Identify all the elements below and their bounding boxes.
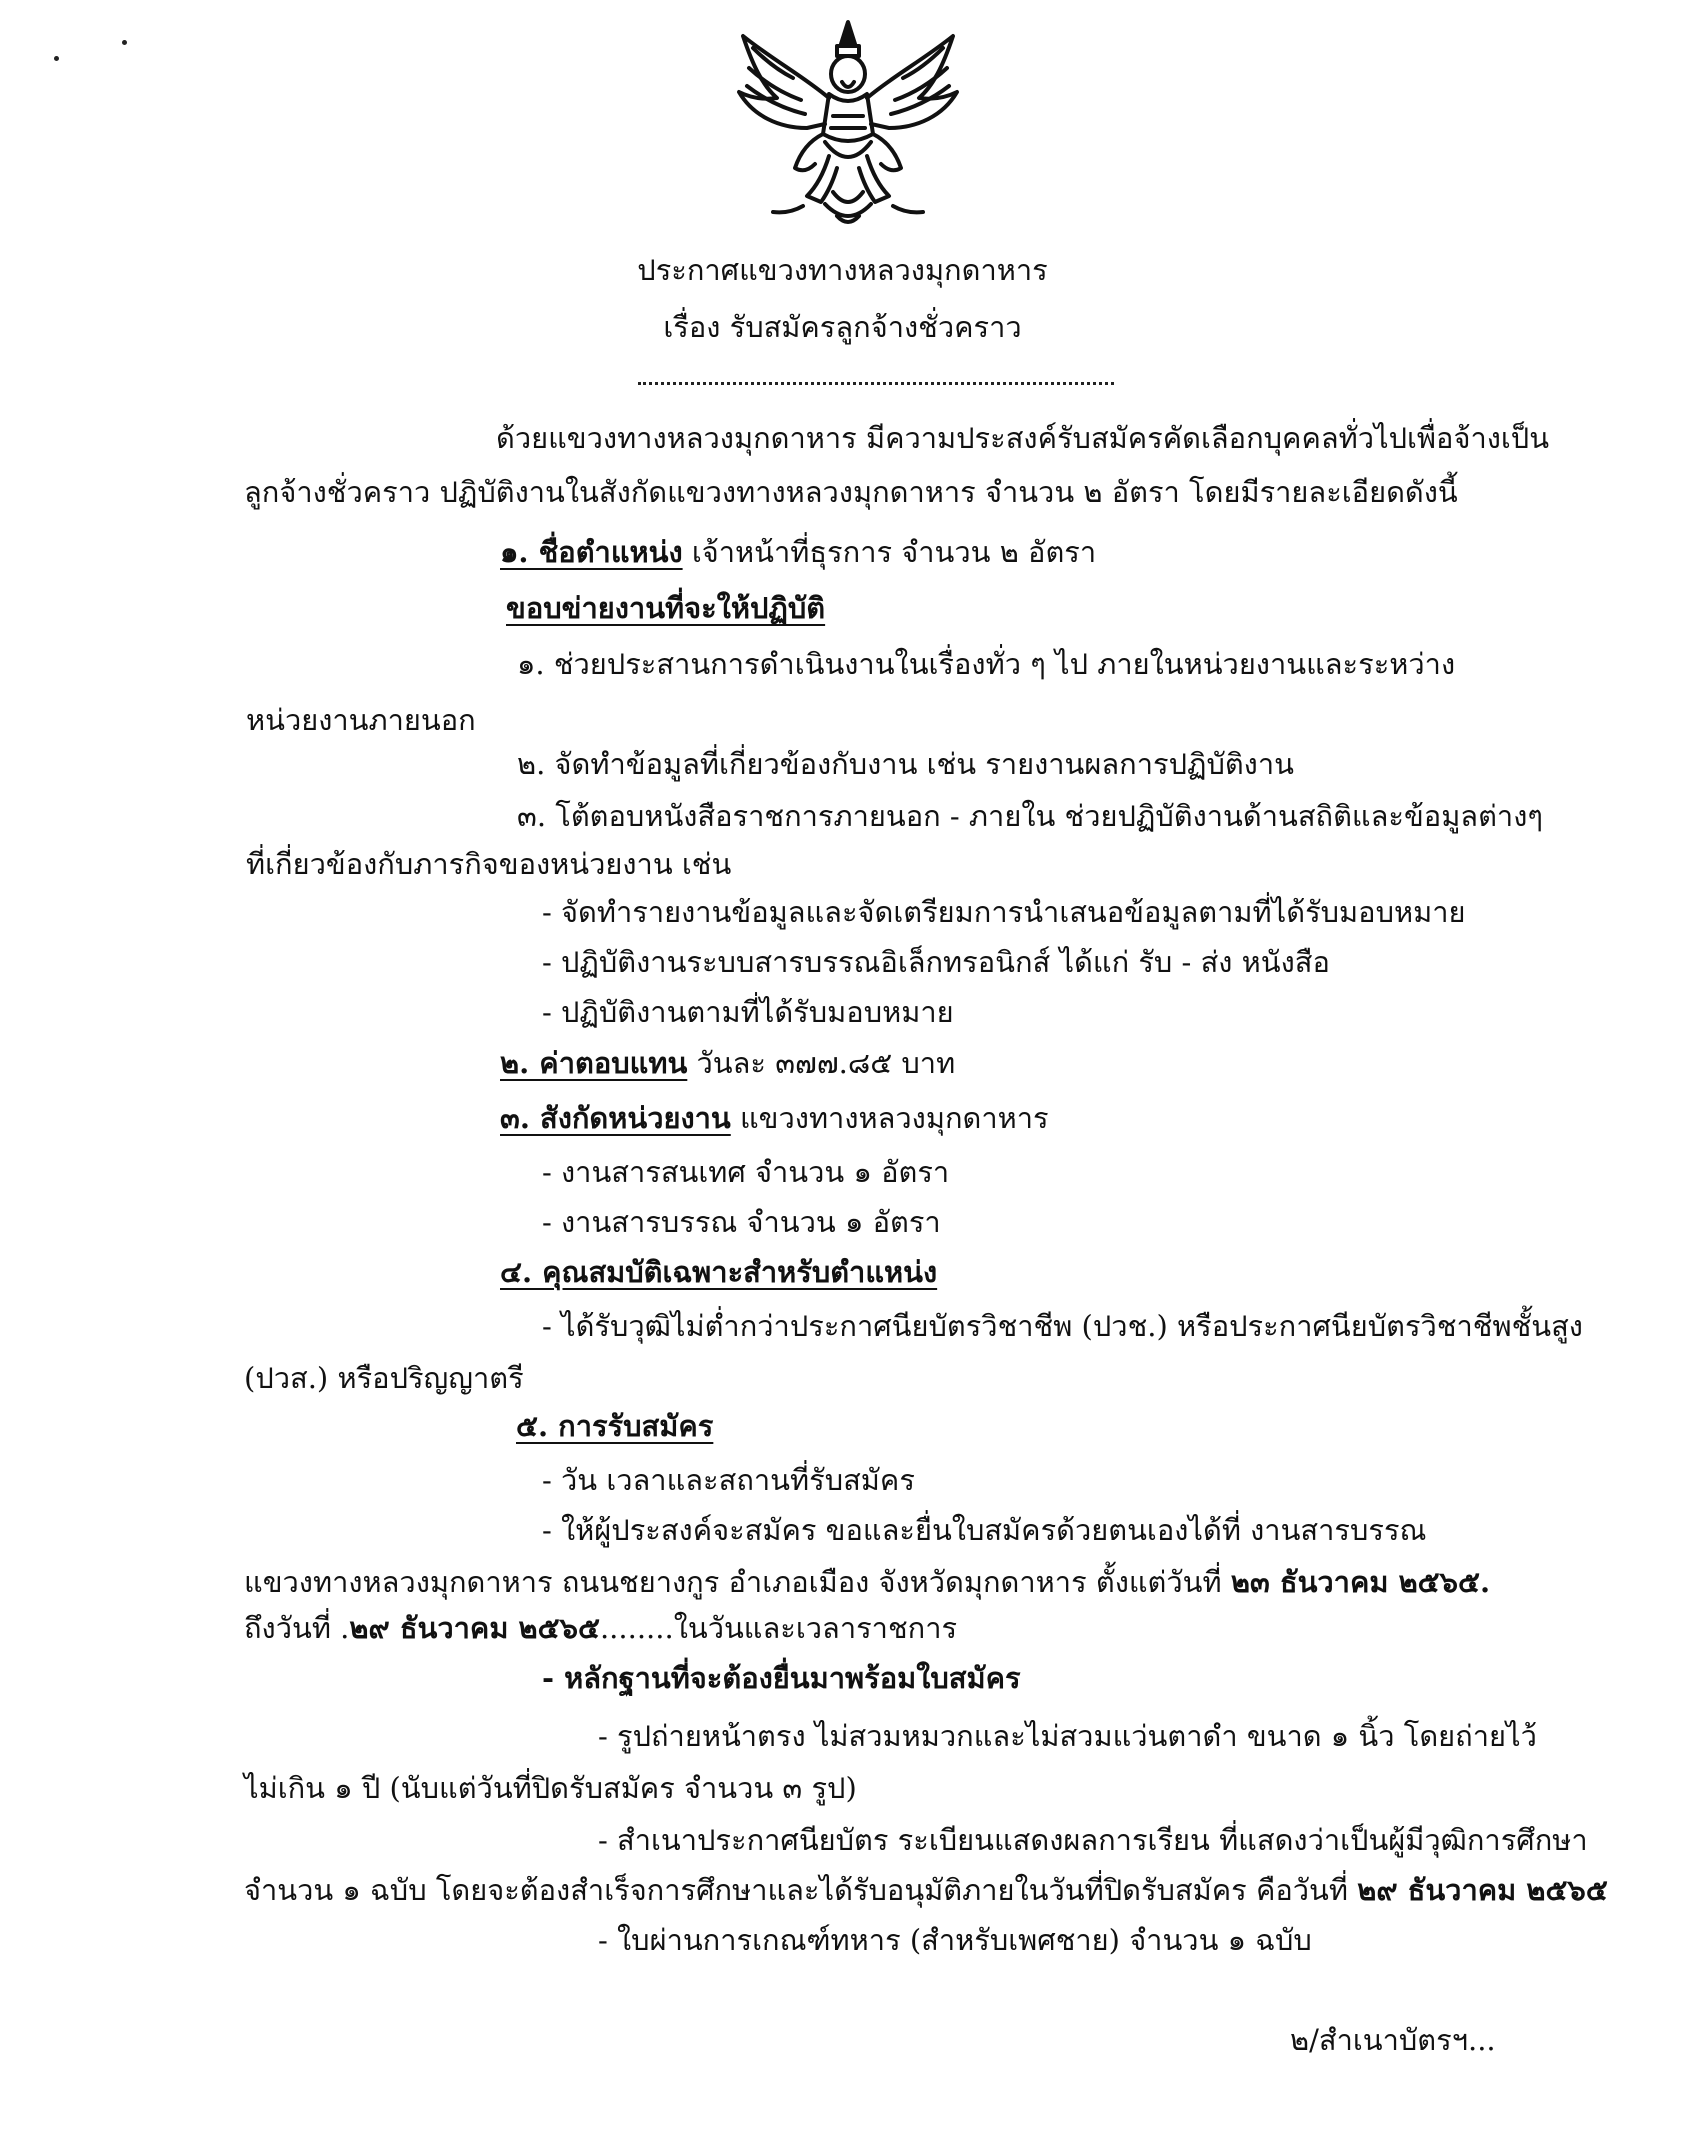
unit-item-2: - งานสารบรรณ จำนวน ๑ อัตรา [542, 1205, 941, 1239]
unit-item-1: - งานสารสนเทศ จำนวน ๑ อัตรา [542, 1155, 950, 1189]
scope-item-1: ๑. ช่วยประสานการดำเนินงานในเรื่องทั่ว ๆ ไป ภายในหน่วยงานและระหว่าง [517, 647, 1456, 681]
document-subject: เรื่อง รับสมัครลูกจ้างชั่วคราว [663, 310, 1022, 344]
application-item-2-cont [244, 1562, 1490, 1602]
scope-item-2: ๒. จัดทำข้อมูลที่เกี่ยวข้องกับงาน เช่น รายงานผลการปฏิบัติงาน [517, 747, 1294, 781]
application-start-date: ๒๓ ธันวาคม ๒๕๖๕. [1230, 1565, 1491, 1599]
scope-heading: ขอบข่ายงานที่จะให้ปฏิบัติ [506, 591, 826, 625]
section-3-value: แขวงทางหลวงมุกดาหาร [730, 1101, 1049, 1135]
scope-detail-1: - จัดทำรายงานข้อมูลและจัดเตรียมการนำเสนอข้อมูลตามที่ได้รับมอบหมาย [542, 895, 1466, 929]
qualification-line-1: - ได้รับวุฒิไม่ต่ำกว่าประกาศนียบัตรวิชาชีพ (ปวช.) หรือประกาศนียบัตรวิชาชีพชั้นสูง [542, 1309, 1583, 1343]
document-certificate: - สำเนาประกาศนียบัตร ระเบียนแสดงผลการเรียน ที่แสดงว่าเป็นผู้มีวุฒิการศึกษา [598, 1823, 1588, 1857]
scan-speck [122, 40, 127, 45]
header-divider [638, 382, 1114, 385]
continuation-note: ๒/สำเนาบัตรฯ... [1290, 2023, 1496, 2057]
scope-detail-3: - ปฏิบัติงานตามที่ได้รับมอบหมาย [542, 995, 954, 1029]
intro-line-1: ด้วยแขวงทางหลวงมุกดาหาร มีความประสงค์รับสมัครคัดเลือกบุคคลทั่วไปเพื่อจ้างเป็น [496, 421, 1550, 455]
scan-speck [54, 56, 59, 61]
application-item-2: - ให้ผู้ประสงค์จะสมัคร ขอและยื่นใบสมัครด้วยตนเองได้ที่ งานสารบรรณ [542, 1513, 1427, 1547]
application-item-1: - วัน เวลาและสถานที่รับสมัคร [542, 1463, 915, 1497]
application-hours: ........ในวันและเวลาราชการ [599, 1611, 958, 1645]
section-1-line [500, 532, 1096, 572]
intro-line-2: ลูกจ้างชั่วคราว ปฏิบัติงานในสังกัดแขวงทางหลวงมุกดาหาร จำนวน ๒ อัตรา โดยมีรายละเอียดดังนี้ [244, 475, 1458, 509]
scope-item-1-cont: หน่วยงานภายนอก [246, 703, 476, 737]
section-3-line [500, 1098, 1049, 1138]
certificate-deadline-date: ๒๙ ธันวาคม ๒๕๖๕ [1357, 1873, 1608, 1907]
application-item-2-end [244, 1608, 957, 1648]
section-2-line [500, 1043, 955, 1083]
section-2-heading: ๒. ค่าตอบแทน [500, 1046, 688, 1080]
document-certificate-cont [244, 1870, 1608, 1910]
scope-detail-2: - ปฏิบัติงานระบบสารบรรณอิเล็กทรอนิกส์ ได้แก่ รับ - ส่ง หนังสือ [542, 945, 1330, 979]
application-end-date: ๒๙ ธันวาคม ๒๕๖๕ [349, 1611, 600, 1645]
certificate-deadline-text: จำนวน ๑ ฉบับ โดยจะต้องสำเร็จการศึกษาและได้รับอนุมัติภายในวันที่ปิดรับสมัคร คือวันที่ [244, 1873, 1358, 1907]
garuda-emblem-icon [733, 16, 963, 230]
qualification-line-2: (ปวส.) หรือปริญญาตรี [244, 1361, 524, 1395]
document-announcer: ประกาศแขวงทางหลวงมุกดาหาร [637, 253, 1048, 287]
application-until-label: ถึงวันที่ . [244, 1611, 350, 1645]
section-5-heading: ๕. การรับสมัคร [516, 1409, 714, 1443]
scope-item-3: ๓. โต้ตอบหนังสือราชการภายนอก - ภายใน ช่วยปฏิบัติงานด้านสถิติและข้อมูลต่างๆ [517, 799, 1543, 833]
section-2-value: วันละ ๓๗๗.๘๕ บาท [687, 1046, 956, 1080]
section-4-heading: ๔. คุณสมบัติเฉพาะสำหรับตำแหน่ง [500, 1255, 938, 1289]
document-military: - ใบผ่านการเกณฑ์ทหาร (สำหรับเพศชาย) จำนวน ๑ ฉบับ [598, 1923, 1312, 1957]
section-3-heading: ๓. สังกัดหน่วยงาน [500, 1101, 731, 1135]
section-1-value: เจ้าหน้าที่ธุรการ จำนวน ๒ อัตรา [682, 535, 1097, 569]
document-photo: - รูปถ่ายหน้าตรง ไม่สวมหมวกและไม่สวมแว่นตาดำ ขนาด ๑ นิ้ว โดยถ่ายไว้ [598, 1719, 1537, 1753]
scope-item-3-cont: ที่เกี่ยวข้องกับภารกิจของหน่วยงาน เช่น [246, 847, 732, 881]
documents-heading: - หลักฐานที่จะต้องยื่นมาพร้อมใบสมัคร [542, 1661, 1021, 1695]
application-location: แขวงทางหลวงมุกดาหาร ถนนชยางกูร อำเภอเมือง จังหวัดมุกดาหาร ตั้งแต่วันที่ [244, 1565, 1231, 1599]
section-1-heading: ๑. ชื่อตำแหน่ง [500, 535, 683, 569]
document-photo-cont: ไม่เกิน ๑ ปี (นับแต่วันที่ปิดรับสมัคร จำนวน ๓ รูป) [244, 1771, 857, 1805]
